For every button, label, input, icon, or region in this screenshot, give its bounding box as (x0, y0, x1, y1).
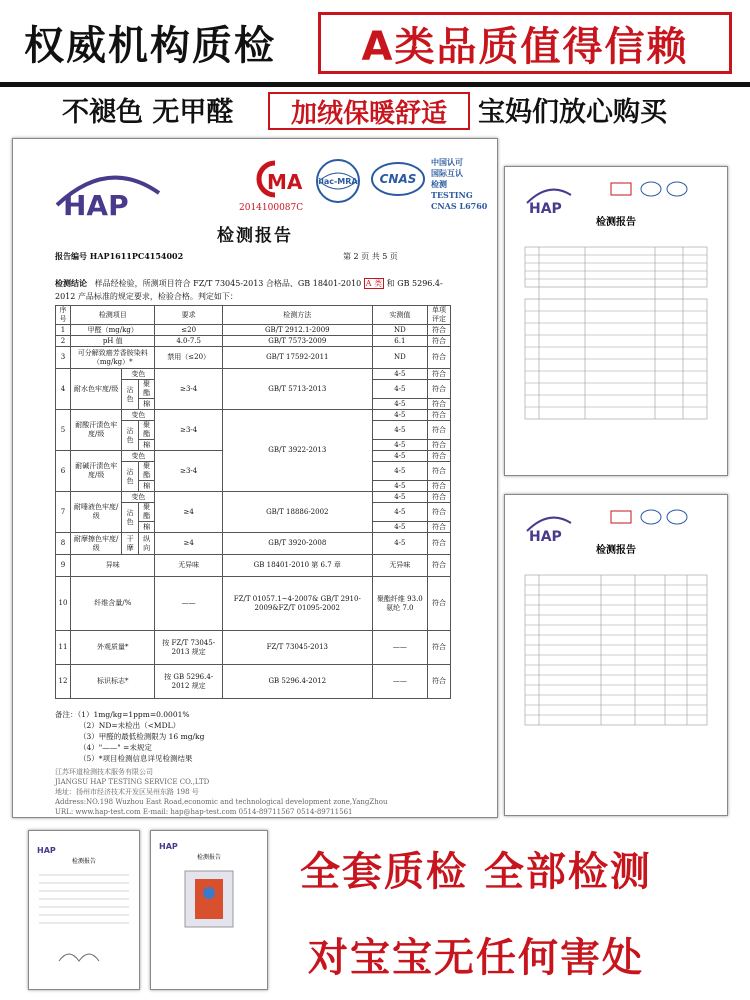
table-row (56, 533, 451, 555)
cell: 4-5 (372, 369, 427, 380)
table-header: 序号 (56, 306, 71, 325)
thumbnail-page-icon (505, 167, 727, 475)
cell: 4-5 (372, 421, 427, 440)
sub-headline (0, 90, 750, 132)
cell: 耐水色牢度/级 (71, 369, 122, 410)
sub-headline-left: 不褪色 无甲醛 (62, 97, 234, 128)
headline-boxed-text: A类品质值得信赖 (361, 23, 689, 70)
cell: ND (372, 325, 427, 336)
conclusion (55, 277, 455, 303)
cell: 10 (56, 577, 71, 631)
auth-line: 检测 (431, 179, 447, 189)
footer-line: 地址：扬州市经济技术开发区吴州东路 198 号 (55, 788, 199, 796)
cell: ≥3-4 (155, 369, 223, 410)
cnas-logo-text: CNAS (379, 172, 417, 186)
cell: 符合 (428, 369, 451, 380)
cell: 4-5 (372, 440, 427, 451)
cell: 变色 (122, 410, 155, 421)
cell: GB 5296.4-2012 (222, 665, 372, 699)
cell: FZ/T 01057.1~4-2007& GB/T 2910-2009&FZ/T 01095-2002 (222, 577, 372, 631)
cell: 聚酯纤维 93.0 氨纶 7.0 (372, 577, 427, 631)
cell: ≤20 (155, 325, 223, 336)
cell: ND (372, 347, 427, 369)
cell: 8 (56, 533, 71, 555)
cell: FZ/T 73045-2013 (222, 631, 372, 665)
ilac-logo-text: ilac-MRA (318, 177, 358, 186)
table-row (56, 555, 451, 577)
note-line: 备注：（1）1mg/kg=1ppm=0.0001% (55, 710, 190, 719)
cell: GB 18401-2010 第 6.7 章 (222, 555, 372, 577)
table-header: 检测项目 (71, 306, 155, 325)
headline-boxed (318, 12, 732, 74)
report-title: 检测报告 (217, 226, 293, 246)
cell: ≥4 (155, 533, 223, 555)
cell: 符合 (428, 492, 451, 503)
thumb-logo: HAP (529, 529, 562, 545)
cell: 4-5 (372, 451, 427, 462)
auth-line: 国际互认 (431, 168, 463, 178)
cell: 11 (56, 631, 71, 665)
cell: —— (155, 577, 223, 631)
cell: GB/T 17592-2011 (222, 347, 372, 369)
note-line: （5）*项目检测信息详见检测结果 (79, 754, 193, 763)
cell: 聚酯 (138, 462, 155, 481)
cell: —— (372, 665, 427, 699)
thumbnail-page-icon (29, 831, 139, 989)
cell: GB/T 2912.1-2009 (222, 325, 372, 336)
cell: 4-5 (372, 462, 427, 481)
cell: 4 (56, 369, 71, 410)
cell: 棉 (138, 399, 155, 410)
cell: GB/T 18886-2002 (222, 492, 372, 533)
cell: 无异味 (372, 555, 427, 577)
table-header: 单项评定 (428, 306, 451, 325)
cell: 棉 (138, 481, 155, 492)
accreditation-text (431, 157, 487, 212)
results-table (55, 305, 451, 699)
table-row (56, 325, 451, 336)
cell: 聚酯 (138, 503, 155, 522)
test-report-main (12, 138, 498, 818)
cell: 沾色 (122, 503, 138, 533)
table-row (56, 336, 451, 347)
cell: 变色 (122, 492, 155, 503)
cell: 耐摩擦色牢度/级 (71, 533, 122, 555)
table-row (56, 410, 451, 421)
report-number: 报告编号 HAP1611PC4154002 (55, 251, 184, 261)
auth-line: CNAS L6760 (431, 201, 488, 211)
cell: 符合 (428, 555, 451, 577)
table-row (56, 492, 451, 503)
table-header-row (56, 306, 451, 325)
cell: 符合 (428, 503, 451, 522)
cma-logo-icon (245, 159, 311, 199)
cell: 3 (56, 347, 71, 369)
cell: 符合 (428, 410, 451, 421)
report-page: 第 2 页 共 5 页 (343, 252, 398, 261)
cell: 外观质量* (71, 631, 155, 665)
thumbnail-page-icon (151, 831, 267, 989)
thumb-title: 检测报告 (71, 858, 97, 865)
cell: 符合 (428, 533, 451, 555)
thumb-title: 检测报告 (596, 217, 636, 228)
cell: 4.0-7.5 (155, 336, 223, 347)
hap-logo-icon (53, 165, 163, 221)
cell: 聚酯 (138, 421, 155, 440)
slogan-line-2: 对宝宝无任何害处 (308, 935, 644, 981)
slogan-line-1: 全套质检 全部检测 (300, 849, 652, 895)
cell: 4-5 (372, 410, 427, 421)
thumb-logo: HAP (37, 846, 56, 855)
thumb-logo: HAP (529, 201, 562, 217)
cnas-logo-icon (371, 161, 425, 197)
table-header: 检测方法 (222, 306, 372, 325)
note-line: （2）ND=未检出（<MDL） (79, 721, 181, 730)
top-banner (0, 0, 750, 82)
cell: 沾色 (122, 421, 138, 451)
cell: 符合 (428, 325, 451, 336)
cma-logo-text: MA (267, 170, 303, 194)
thumb-title: 检测报告 (596, 545, 636, 556)
cell: 9 (56, 555, 71, 577)
cell: ≥4 (155, 492, 223, 533)
cell: 符合 (428, 665, 451, 699)
cell: 变色 (122, 451, 155, 462)
report-notes (55, 709, 204, 764)
cell: 聚酯 (138, 380, 155, 399)
report-thumbnail-small (28, 830, 140, 990)
cell: 4-5 (372, 380, 427, 399)
cell: 纤维含量/% (71, 577, 155, 631)
footer-line: Address:NO.198 Wuzhou East Road,economic and technological development zone,YangZhou (55, 798, 388, 806)
report-thumbnail (504, 166, 728, 476)
conclusion-highlight: A 类 (365, 279, 383, 288)
cell: 5 (56, 410, 71, 451)
sub-headline-right: 宝妈们放心购买 (478, 97, 667, 128)
cell: 4-5 (372, 503, 427, 522)
cell: 6.1 (372, 336, 427, 347)
cell: 标识标志* (71, 665, 155, 699)
headline: 权威机构质检 (24, 23, 276, 69)
divider (0, 82, 750, 87)
cell: 4-5 (372, 522, 427, 533)
cell: 耐酸汗渍色牢度/级 (71, 410, 122, 451)
cell: 按 GB 5296.4-2012 规定 (155, 665, 223, 699)
cell: 符合 (428, 421, 451, 440)
cell: 6 (56, 451, 71, 492)
auth-line: 中国认可 (431, 157, 463, 167)
cell: 甲醛（mg/kg） (71, 325, 155, 336)
cell: 沾色 (122, 462, 138, 492)
report-thumbnail-photo (150, 830, 268, 990)
cell: 4-5 (372, 492, 427, 503)
footer-line: URL: www.hap-test.com E-mail: hap@hap-test.com 0514-89711567 0514-89711561 (55, 808, 353, 816)
cell: 禁用（≤20） (155, 347, 223, 369)
cell: 纵向 (138, 533, 155, 555)
table-header: 实测值 (372, 306, 427, 325)
note-line: （3）甲醛的最低检测限为 16 mg/kg (79, 732, 205, 741)
table-row (56, 347, 451, 369)
thumbnail-page-icon (505, 495, 727, 815)
cell: 棉 (138, 522, 155, 533)
thumb-logo: HAP (159, 842, 178, 851)
cma-number: 2014100087C (239, 203, 304, 213)
cell: GB/T 3922-2013 (222, 410, 372, 492)
auth-line: TESTING (431, 190, 473, 200)
cell: 沾色 (122, 380, 138, 410)
footer-line: 江苏环道检测技术服务有限公司 (55, 768, 153, 776)
conclusion-text-a: 样品经检验，所测项目符合 FZ/T 73045-2013 合格品、GB 18401-2010 (94, 279, 362, 288)
cell: 符合 (428, 380, 451, 399)
cell: 变色 (122, 369, 155, 380)
cell: 干摩 (122, 533, 138, 555)
conclusion-label: 检测结论 (55, 278, 87, 288)
cell: GB/T 3920-2008 (222, 533, 372, 555)
table-row (56, 369, 451, 380)
note-line: （4）"——" =未规定 (79, 743, 152, 752)
cell: 2 (56, 336, 71, 347)
cell: —— (372, 631, 427, 665)
cell: 符合 (428, 347, 451, 369)
cell: 符合 (428, 336, 451, 347)
table-row (56, 631, 451, 665)
report-thumbnail (504, 494, 728, 816)
table-header: 要求 (155, 306, 223, 325)
cell: 4-5 (372, 481, 427, 492)
cell: 符合 (428, 451, 451, 462)
cell: GB/T 5713-2013 (222, 369, 372, 410)
ilac-mra-logo-icon (309, 157, 367, 205)
sub-headline-boxed-text: 加绒保暖舒适 (290, 98, 447, 129)
cell: 符合 (428, 577, 451, 631)
table-row (56, 577, 451, 631)
cell: 符合 (428, 399, 451, 410)
cell: 7 (56, 492, 71, 533)
cell: 符合 (428, 462, 451, 481)
cell: 耐唾液色牢度/级 (71, 492, 122, 533)
cell: GB/T 7573-2009 (222, 336, 372, 347)
hap-logo-text: HAP (63, 189, 129, 221)
cell: 耐碱汗渍色牢度/级 (71, 451, 122, 492)
footer-line: JIANGSU HAP TESTING SERVICE CO.,LTD (55, 778, 210, 786)
cell: 4-5 (372, 399, 427, 410)
cell: 无异味 (155, 555, 223, 577)
cell: 符合 (428, 440, 451, 451)
conclusion-text-b: 和 GB 5296.4-2012 产品标准的规定要求，检验合格。判定如下： (55, 279, 443, 301)
cell: 符合 (428, 481, 451, 492)
table-row (56, 665, 451, 699)
thumb-title: 检测报告 (196, 854, 222, 861)
cell: 1 (56, 325, 71, 336)
sub-headline-boxed (268, 92, 470, 130)
cell: 符合 (428, 522, 451, 533)
cell: ≥3-4 (155, 451, 223, 492)
cell: 棉 (138, 440, 155, 451)
cell: 按 FZ/T 73045-2013 规定 (155, 631, 223, 665)
cell: pH 值 (71, 336, 155, 347)
cell: 异味 (71, 555, 155, 577)
cell: 可分解致癌芳香胺染料（mg/kg）* (71, 347, 155, 369)
report-footer (55, 767, 388, 817)
cell: 4-5 (372, 533, 427, 555)
cell: ≥3-4 (155, 410, 223, 451)
cell: 12 (56, 665, 71, 699)
cell: 符合 (428, 631, 451, 665)
